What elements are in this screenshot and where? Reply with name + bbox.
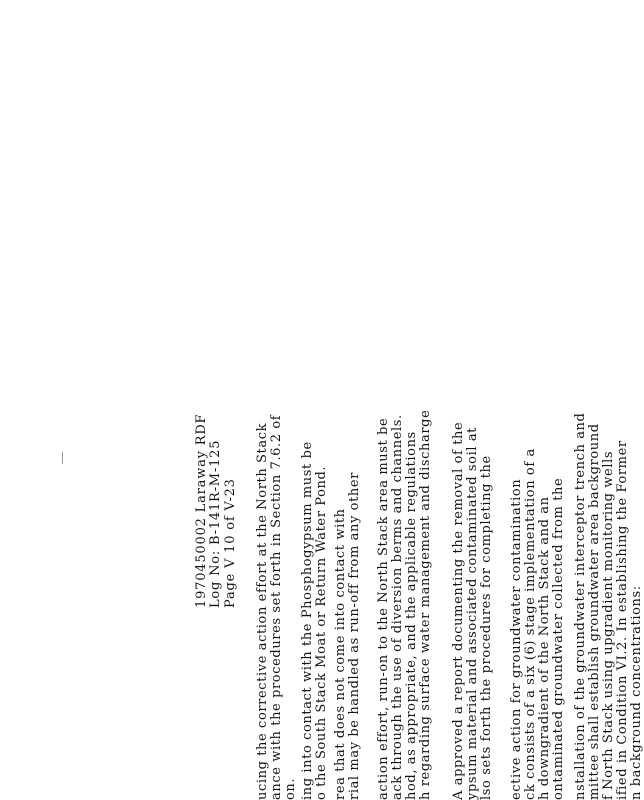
paragraph-line: o the South Stack Moat or Return Water Pond.	[314, 465, 329, 800]
paragraph-line: ified in Condition VI.2. In establishing the Former	[615, 440, 630, 800]
paragraph-line: lso sets forth the procedures for completing the	[479, 455, 494, 800]
paragraph-line: rea that does not come into contact with	[333, 508, 348, 800]
header-log-number: Log No: B-141R-M-125	[208, 439, 223, 608]
paragraph-line: ypsum material and associated contaminated soil at	[465, 427, 480, 800]
paragraph-line: ack through the use of diversion berms and channels.	[390, 414, 405, 800]
paragraph-line: rial may be handled as run-off from any other	[347, 472, 362, 800]
paragraph-line: action effort, run-on to the North Stack area must be	[376, 417, 391, 800]
paragraph-line: h downgradient of the North Stack and an	[537, 496, 552, 800]
paragraph-line: ective action for groundwater contamination	[509, 478, 524, 800]
paragraph-line: on.	[283, 777, 298, 800]
paragraph-line: ance with the procedures set forth in Section 7.6.2 of	[269, 414, 284, 800]
paragraph-line: ing into contact with the Phosphogypsum must be	[300, 441, 315, 800]
paragraph-line: h regarding surface water management and discharge	[418, 409, 433, 800]
scan-artifact-mark	[62, 452, 63, 464]
paragraph-line: f North Stack using upgradient monitoring wells	[601, 450, 616, 800]
header-page-number: Page V 10 of V-23	[223, 478, 238, 608]
paragraph-line: mittee shall establish groundwater area background	[587, 423, 602, 800]
header-permit-number: 1970450002 Laraway RDF	[194, 413, 209, 608]
paragraph-line: n background concentrations:	[629, 585, 644, 800]
paragraph-line: hod, as appropriate, and the applicable regulations	[404, 431, 419, 800]
paragraph-line: ontaminated groundwater collected from the	[551, 477, 566, 800]
paragraph-line: ucing the corrective action effort at the North Stack	[255, 422, 270, 800]
paragraph-line: nstallation of the groundwater interceptor trench and	[573, 412, 588, 800]
paragraph-line: ck consists of a six (6) stage implementation of a	[523, 448, 538, 800]
paragraph-line: A approved a report documenting the removal of the	[451, 421, 466, 800]
